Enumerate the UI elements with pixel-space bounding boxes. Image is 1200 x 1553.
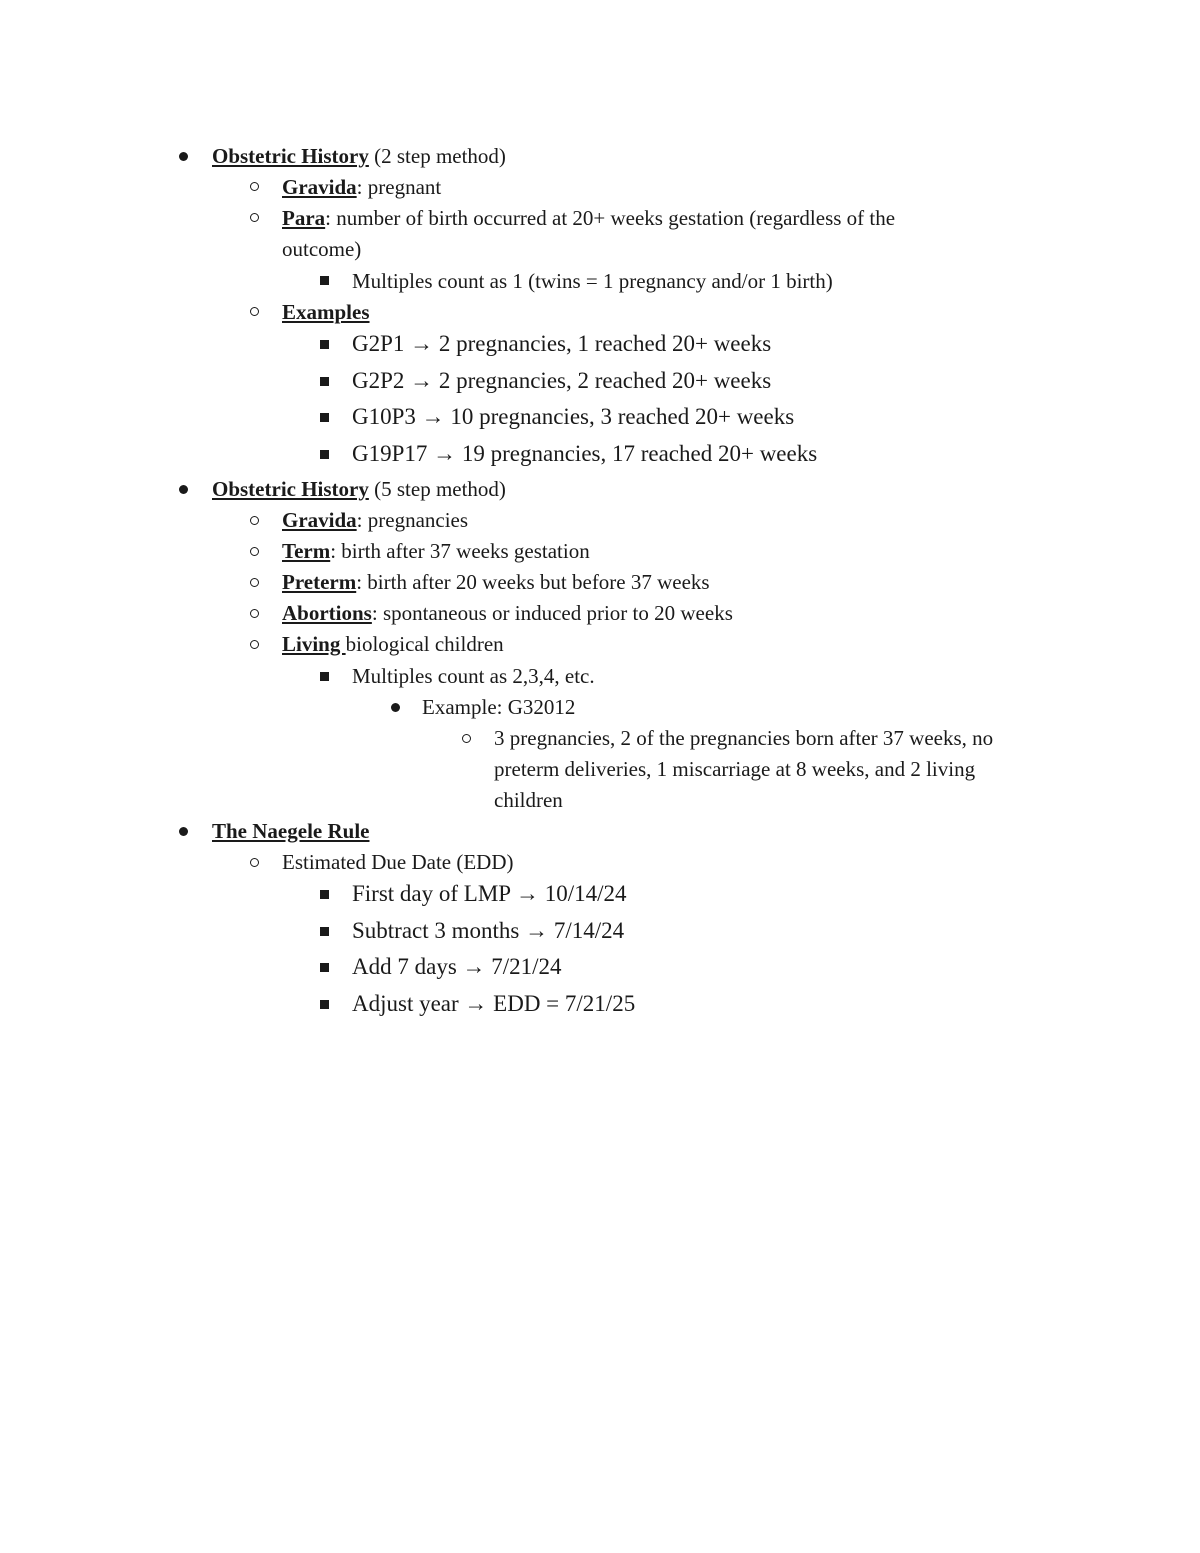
section-heading [212,141,506,171]
list-item [282,629,504,659]
circle-bullet-icon [250,640,259,649]
square-bullet-icon [320,340,329,349]
term-label: Gravida [282,175,357,199]
list-item: Add 7 days → 7/21/24 [352,954,562,979]
list-item: G19P17 → 19 pregnancies, 17 reached 20+ weeks [352,441,818,466]
term-label: Living [282,632,346,656]
list-item [282,203,895,233]
list-item: G2P2 → 2 pregnancies, 2 reached 20+ weeks [352,368,772,393]
term-label: Gravida [282,508,357,532]
section-title-suffix: (5 step method) [368,477,506,501]
term-definition: : pregnant [356,175,442,199]
circle-bullet-icon [250,578,259,587]
list-item: Subtract 3 months → 7/14/24 [352,918,625,943]
section-heading [212,816,369,846]
list-item: G2P1 → 2 pregnancies, 1 reached 20+ weeks [352,331,772,356]
circle-bullet-icon [250,516,259,525]
section-title: Obstetric History [212,144,369,168]
list-item [282,567,710,597]
disc-bullet-icon [391,703,400,712]
term-definition: : number of birth occurred at 20+ weeks gestation (regardless of the [325,206,896,230]
circle-bullet-icon [462,734,471,743]
list-item: Example: G32012 [422,695,576,719]
section-title: The Naegele Rule [212,819,370,843]
circle-bullet-icon [250,547,259,556]
list-item [282,598,733,628]
square-bullet-icon [320,1000,329,1009]
list-item: First day of LMP → 10/14/24 [352,881,627,906]
list-item: Multiples count as 2,3,4, etc. [352,664,595,688]
circle-bullet-icon [250,182,259,191]
term-definition-continued: outcome) [282,237,362,261]
term-definition: : spontaneous or induced prior to 20 weeks [371,601,733,625]
list-item: Multiples count as 1 (twins = 1 pregnancy and/or 1 birth) [352,269,833,293]
section-title: Obstetric History [212,477,369,501]
section-title-suffix: (2 step method) [368,144,506,168]
list-item [282,297,370,327]
square-bullet-icon [320,276,329,285]
circle-bullet-icon [250,307,259,316]
disc-bullet-icon [179,485,188,494]
list-item: 3 pregnancies, 2 of the pregnancies born after 37 weeks, no [494,726,994,750]
disc-bullet-icon [179,152,188,161]
circle-bullet-icon [250,609,259,618]
list-item-continued: children [494,788,563,812]
square-bullet-icon [320,963,329,972]
square-bullet-icon [320,927,329,936]
term-definition: biological children [345,632,504,656]
section-heading [212,474,506,504]
list-item: Adjust year → EDD = 7/21/25 [352,991,636,1016]
square-bullet-icon [320,672,329,681]
term-definition: : birth after 37 weeks gestation [330,539,590,563]
square-bullet-icon [320,450,329,459]
square-bullet-icon [320,377,329,386]
disc-bullet-icon [179,827,188,836]
list-item: Estimated Due Date (EDD) [282,850,514,874]
list-item: G10P3 → 10 pregnancies, 3 reached 20+ weeks [352,404,795,429]
term-definition: : pregnancies [356,508,469,532]
list-item [282,536,590,566]
circle-bullet-icon [250,858,259,867]
term-definition: : birth after 20 weeks but before 37 weeks [356,570,710,594]
square-bullet-icon [320,413,329,422]
term-label: Abortions [282,601,372,625]
list-item [282,172,441,202]
circle-bullet-icon [250,213,259,222]
term-label: Term [282,539,331,563]
list-item-continued: preterm deliveries, 1 miscarriage at 8 weeks, and 2 living [494,757,976,781]
term-label: Examples [282,300,370,324]
list-item [282,505,468,535]
term-label: Preterm [282,570,357,594]
square-bullet-icon [320,890,329,899]
term-label: Para [282,206,326,230]
